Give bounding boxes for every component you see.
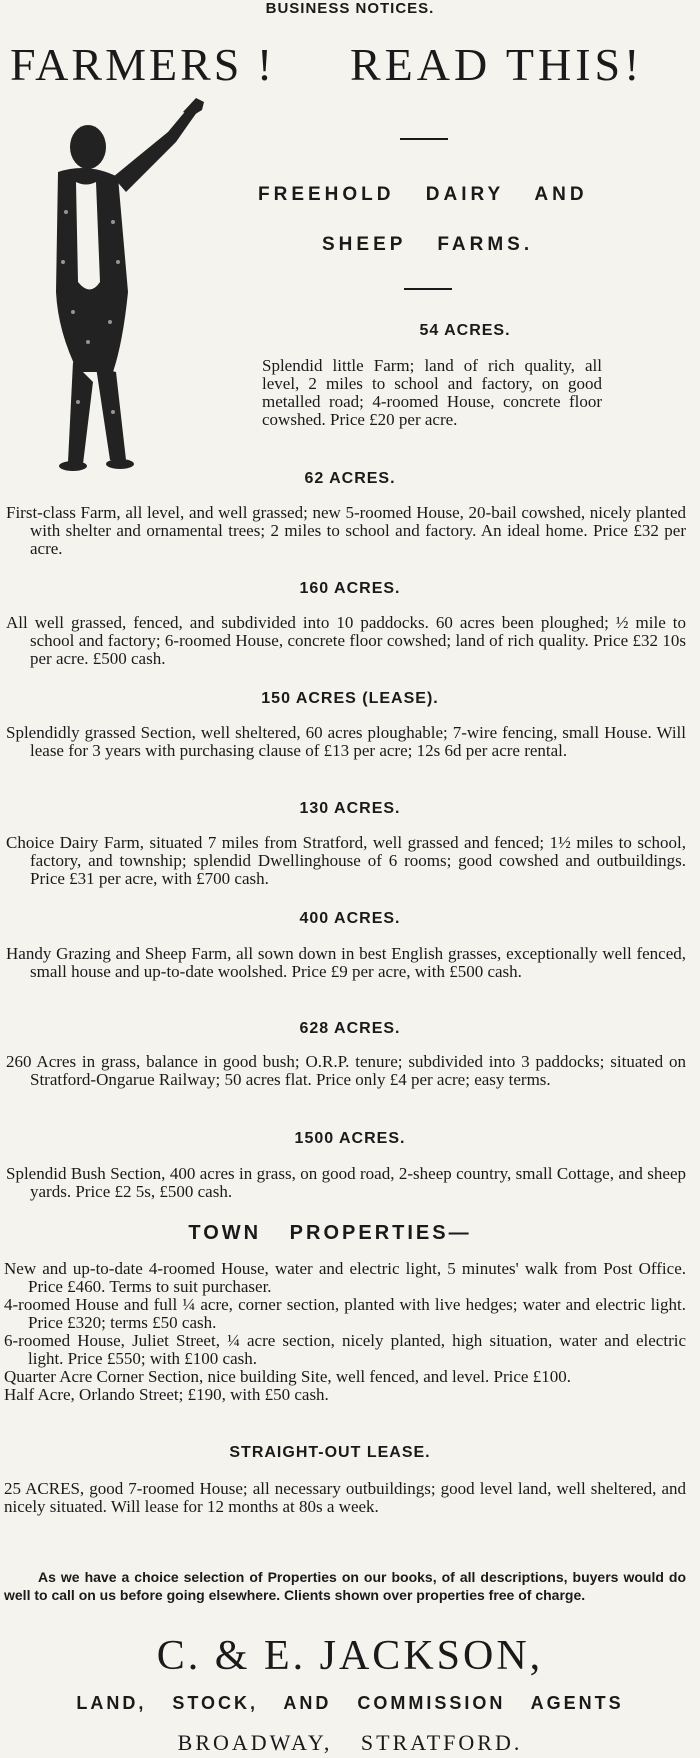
town-property-item: 4-roomed House and full ¼ acre, corner section, planted with live hedges; water and electric light. Price £320; terms £50 cash. — [4, 1295, 686, 1332]
divider-rule — [400, 138, 448, 140]
headline-left: FARMERS ! — [10, 39, 276, 90]
pointing-man-illustration — [18, 92, 208, 472]
farm-description-text: Splendidly grassed Section, well sheltered, 60 acres ploughable; 7-wire fencing, small House. Will lease for 3 years with purchasing clause of £13 per acre; 12s 6d per acre rental. — [6, 723, 686, 760]
town-property-item: 6-roomed House, Juliet Street, ¼ acre section, nicely planted, high situation, water and electric light. Price £550; with £100 cash. — [4, 1331, 686, 1368]
farm-description-text: First-class Farm, all level, and well grassed; new 5-roomed House, 20-bail cowshed, nicely planted with shelter and ornamental trees; 2 miles to school and factory. An ideal home. Price £32 per acre. — [6, 503, 686, 558]
firm-address: BROADWAY, STRATFORD. — [177, 1730, 523, 1755]
closing-note: As we have a choice selection of Properties on our books, of all descriptions, buyers would do well to call on us before going elsewhere. Clients shown over properties free of charge. — [4, 1569, 686, 1603]
farm-description — [6, 1053, 686, 1089]
farm-acres-heading: 150 ACRES (LEASE). — [261, 690, 439, 707]
farm-description-text: All well grassed, fenced, and subdivided into 10 paddocks. 60 acres been ploughed; ½ mile to school and factory; 6-roomed House, concrete floor cowshed; land of rich quality. Price £32 10s per acre. £500 cash. — [6, 613, 686, 668]
firm-name: C. & E. JACKSON, — [156, 1633, 544, 1679]
farm-description — [6, 945, 686, 981]
farm-acres-heading: 400 ACRES. — [299, 910, 401, 927]
town-property-item: Half Acre, Orlando Street; £190, with £50 cash. — [4, 1385, 329, 1404]
section-header: BUSINESS NOTICES. — [265, 0, 435, 17]
farm-description-text: Handy Grazing and Sheep Farm, all sown down in best English grasses, exceptionally well fenced, small house and up-to-date woolshed. Price £9 per acre, with £500 cash. — [6, 944, 686, 981]
farm-acres-heading: 54 ACRES. — [419, 322, 511, 339]
farm-description — [6, 1165, 686, 1201]
farm-acres-heading: 160 ACRES. — [299, 580, 401, 597]
farm-description — [6, 504, 686, 558]
farm-acres-heading: 62 ACRES. — [304, 470, 396, 487]
firm-business: LAND, STOCK, AND COMMISSION AGENTS — [76, 1693, 624, 1713]
town-properties-heading: TOWN PROPERTIES— — [188, 1222, 472, 1244]
divider-rule — [404, 288, 452, 290]
farm-acres-heading: 130 ACRES. — [299, 800, 401, 817]
farm-acres-heading: 1500 ACRES. — [294, 1130, 406, 1147]
farm-description-text: Choice Dairy Farm, situated 7 miles from Stratford, well grassed and fenced; 1½ miles to school, factory, and township; splendid Dwellinghouse of 6 rooms; good cowshed and outbuildings. Price £31 per acre, with £700 cash. — [6, 833, 686, 888]
intro-line-1: FREEHOLD DAIRY AND — [258, 184, 588, 205]
farm-description — [6, 614, 686, 668]
farm-description — [262, 357, 602, 429]
farm-description — [6, 834, 686, 888]
lease-heading: STRAIGHT-OUT LEASE. — [229, 1444, 431, 1461]
lease-text: 25 ACRES, good 7-roomed House; all necessary outbuildings; good level land, well sheltered, and nicely situated. Will lease for 12 months at 80s a week. — [4, 1479, 686, 1516]
lease-description — [4, 1480, 686, 1516]
headline-right: READ THIS! — [350, 39, 644, 90]
town-properties-list — [4, 1260, 686, 1404]
farm-description-text: 260 Acres in grass, balance in good bush; O.R.P. tenure; subdivided into 3 paddocks; situated on Stratford-Ongarue Railway; 50 acres flat. Price only £4 per acre; easy terms. — [6, 1052, 686, 1089]
town-property-item: New and up-to-date 4-roomed House, water and electric light, 5 minutes' walk from Post Office. Price £460. Terms to suit purchaser. — [4, 1259, 686, 1296]
town-property-item: Quarter Acre Corner Section, nice building Site, well fenced, and level. Price £100. — [4, 1367, 571, 1386]
farm-description-text: Splendid Bush Section, 400 acres in grass, on good road, 2-sheep country, small Cottage, and sheep yards. Price £2 5s, £500 cash. — [6, 1164, 686, 1201]
intro-line-2: SHEEP FARMS. — [322, 234, 534, 255]
farm-acres-heading: 628 ACRES. — [299, 1020, 401, 1037]
farm-description-text: Splendid little Farm; land of rich quality, all level, 2 miles to school and factory, on good metalled road; 4-roomed House, concrete floor cowshed. Price £20 per acre. — [262, 356, 602, 429]
farm-description — [6, 724, 686, 760]
